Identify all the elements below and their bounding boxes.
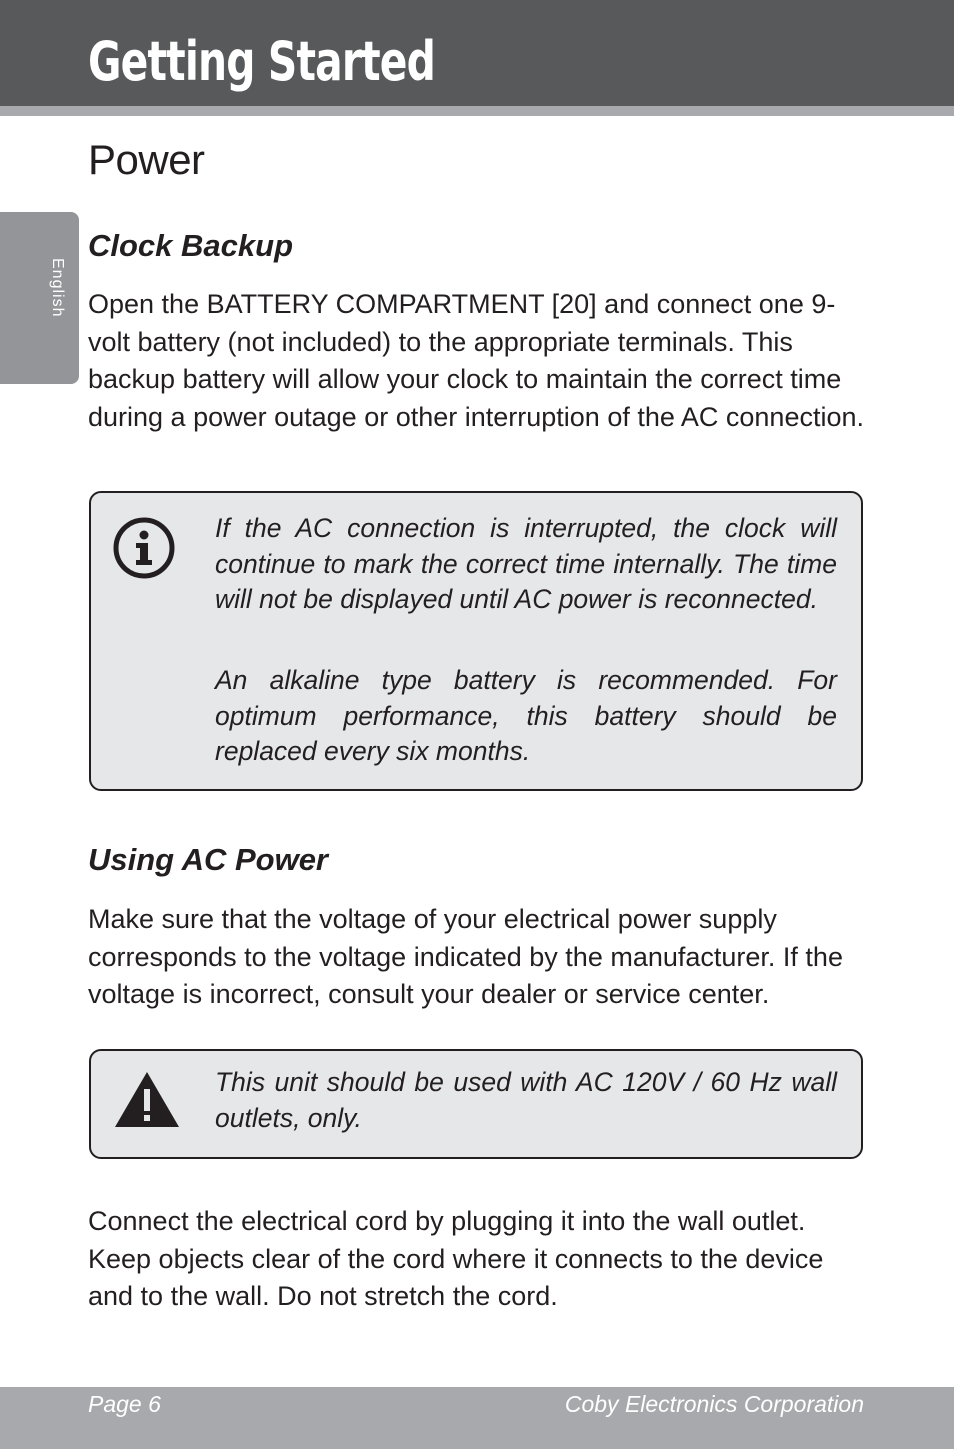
closing-text: Connect the electrical cord by plugging it into the wall outlet. Keep objects clear of the cord where it connects to the device and to the wall. Do not stretch the cord. [88,1206,824,1311]
clock-backup-heading: Clock Backup [88,228,294,263]
language-tab [0,212,79,384]
language-tab-label: English [49,258,66,318]
warning-callout [89,1049,863,1159]
company-name: Coby Electronics Corporation [564,1391,864,1417]
ac-power-heading: Using AC Power [88,842,328,877]
header-rule [0,106,954,116]
section-title: Power [88,136,205,183]
info-icon [111,515,177,581]
info-note-paragraph-1: If the AC connection is interrupted, the clock will continue to mark the correct time internally. The time will not be displayed until AC power is reconnected. [215,513,837,614]
info-callout [89,491,863,791]
info-note-paragraph-2: An alkaline type battery is recommended. For optimum performance, this battery should be replaced every six months. [215,665,837,766]
warning-note-text: This unit should be used with AC 120V / 60 Hz wall outlets, only. [215,1067,837,1133]
clock-backup-text: Open the BATTERY COMPARTMENT [20] and connect one 9-volt battery (not included) to the appropriate terminals. This backup battery will allow your clock to maintain the correct time during a power outage or other interruption of the AC connection. [88,289,864,432]
warning-icon [113,1069,181,1131]
ac-power-text: Make sure that the voltage of your electrical power supply corresponds to the voltage indicated by the manufacturer. If the voltage is incorrect, consult your dealer or service center. [88,904,843,1009]
page-title: Getting Started [88,30,436,93]
page-number: Page 6 [88,1391,161,1417]
